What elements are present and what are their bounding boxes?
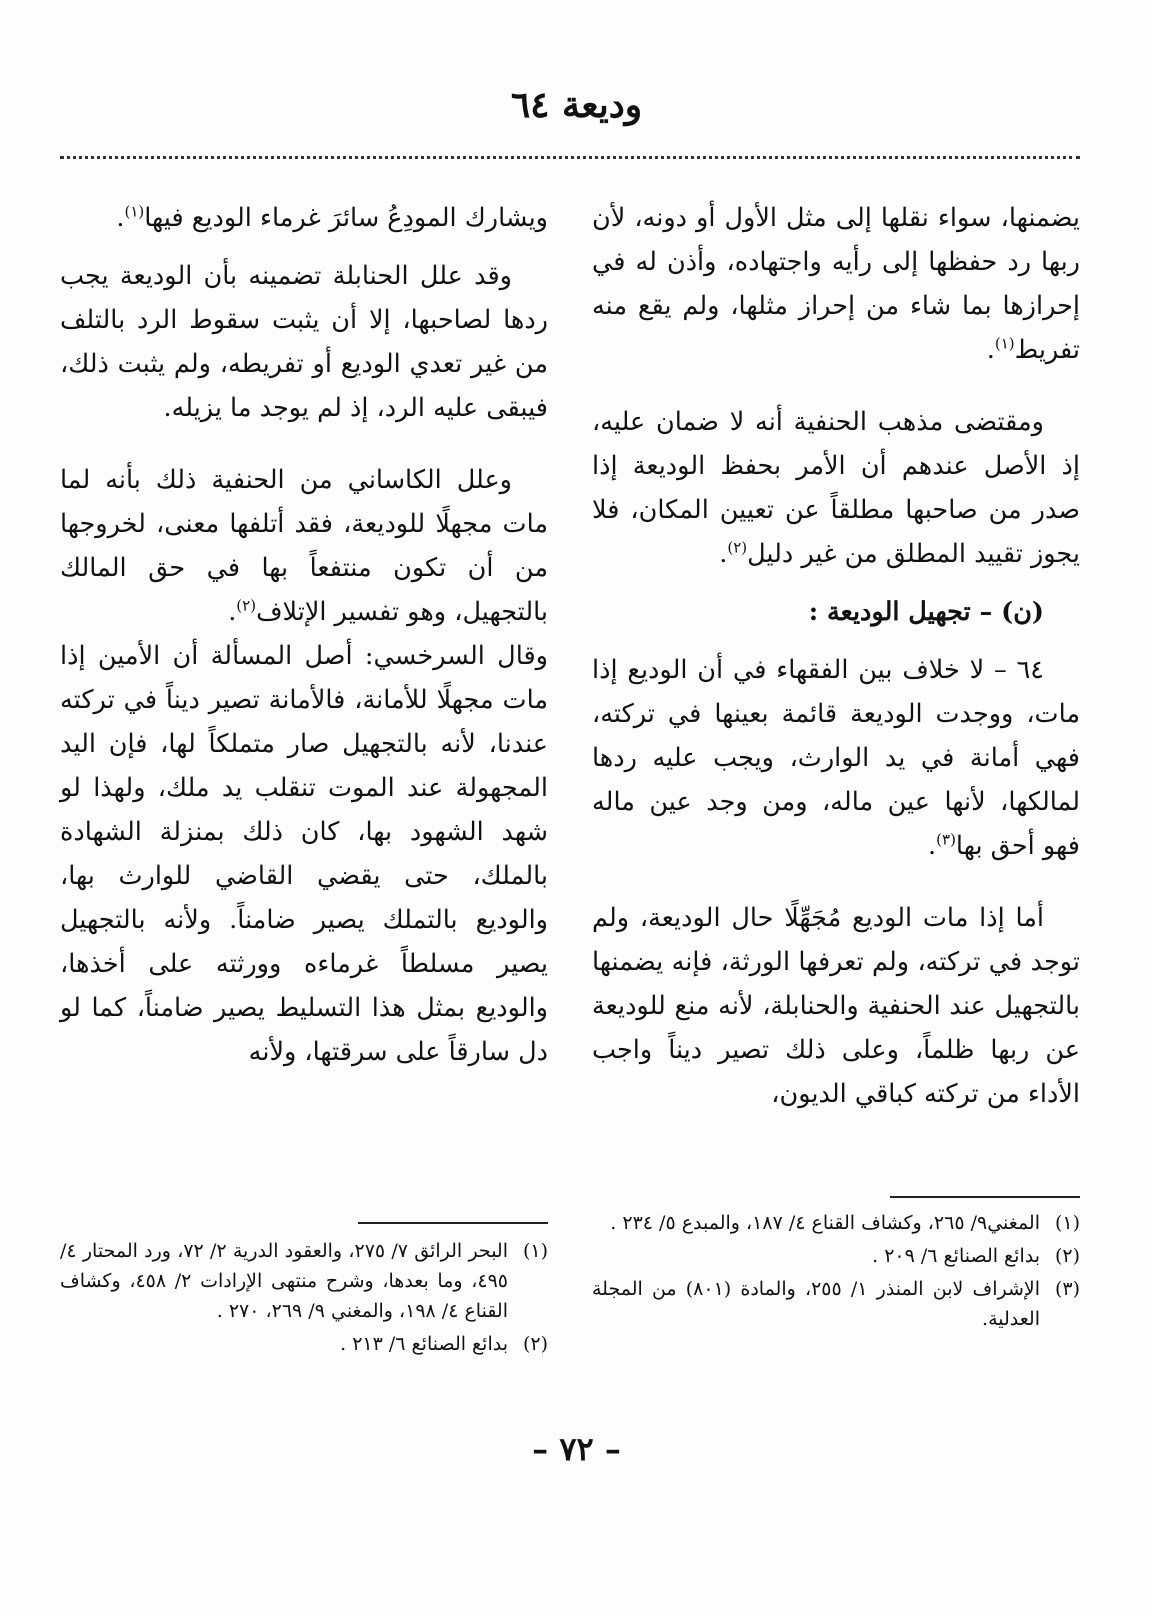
footnotes-left bbox=[60, 1236, 548, 1362]
footnote-ref: (١) bbox=[994, 334, 1015, 353]
page-header-title: وديعة ٦٤ bbox=[510, 84, 643, 126]
right-paragraph-2 bbox=[592, 400, 1080, 576]
footnote-text: الإشراف لابن المنذر ١/ ٢٥٥، والمادة (٨٠١) من المجلة العدلية. bbox=[592, 1278, 1040, 1330]
footnotes-right bbox=[592, 1208, 1080, 1337]
footnote-text: البحر الرائق ٧/ ٢٧٥، والعقود الدرية ٢/ ٧٢، ورد المحتار ٤/ ٤٩٥، وما بعدها، وشرح منتهى الإرادات ٢/ ٤٥٨، وكشاف القناع ٤/ ١٩٨، والمغني ٩/ ٢٦٩، ٢٧٠ . bbox=[60, 1240, 508, 1322]
left-paragraph-2: وقد علل الحنابلة تضمينه بأن الوديعة يجب ردها لصاحبها، إلا أن يثبت سقوط الرد بالتلف من غير تعدي الوديع أو تفريطه، ولم يثبت ذلك، فيبقى عليه الرد، إذ لم يوجد ما يزيله. bbox=[60, 261, 548, 423]
punctuation: . bbox=[928, 831, 937, 861]
footnote-text: بدائع الصنائع ٦/ ٢١٣ . bbox=[340, 1333, 508, 1355]
footnote-item bbox=[60, 1329, 548, 1359]
footnote-number: (٢) bbox=[522, 1333, 548, 1355]
footnote-number: (٣) bbox=[1054, 1278, 1080, 1300]
left-paragraph-1-text: ويشارك المودِعُ سائرَ غرماء الوديع فيها bbox=[144, 203, 548, 233]
right-paragraph-4: أما إذا مات الوديع مُجَهِّلًا حال الوديعة، ولم توجد في تركته، ولم تعرفها الورثة، فإنه يضمنها بالتجهيل عند الحنفية والحنابلة، لأنه منع للوديعة عن ربها ظلماً، وعلى ذلك تصير ديناً واجب الأداء من تركته كباقي الديون، bbox=[592, 903, 1080, 1109]
punctuation: . bbox=[986, 335, 995, 365]
punctuation: . bbox=[228, 597, 237, 627]
left-column bbox=[60, 196, 548, 1074]
left-paragraph-4: وقال السرخسي: أصل المسألة أن الأمين إذا مات مجهلًا للأمانة، فالأمانة تصير ديناً في تركته عندنا، لأنه بالتجهيل صار متملكاً لها، فإن اليد المجهولة عند الموت تنقلب يد ملك، ولهذا لو شهد الشهود بها، كان ذلك بمنزلة الشهادة بالملك، حتى يقضي القاضي للوارث بها، والوديع بالتملك يصير ضامناً. ولأنه بالتجهيل يصير مسلطاً غرماءه وورثته على أخذها، والوديع بمثل هذا التسليط يصير ضامناً، كما لو دل سارقاً على سرقتها، ولأنه bbox=[60, 641, 548, 1067]
footnote-item bbox=[592, 1208, 1080, 1238]
left-paragraph-1 bbox=[60, 196, 548, 240]
footnote-ref: (٣) bbox=[936, 830, 956, 849]
right-paragraph-3-text: ٦٤ – لا خلاف بين الفقهاء في أن الوديع إذا مات، ووجدت الوديعة قائمة بعينها في تركته، فهي أمانة في يد الوارث، ويجب عليه ردها لمالكها، لأنها عين ماله، ومن وجد عين ماله فهو أحق بها bbox=[592, 655, 1080, 861]
right-column bbox=[592, 196, 1080, 1116]
footnote-number: (٢) bbox=[1054, 1245, 1080, 1267]
right-paragraph-3 bbox=[592, 648, 1080, 868]
footnote-text: المغني٩/ ٢٦٥، وكشاف القناع ٤/ ١٨٧، والمبدع ٥/ ٢٣٤ . bbox=[610, 1212, 1040, 1234]
footnote-number: (١) bbox=[522, 1240, 548, 1262]
left-paragraph-3 bbox=[60, 458, 548, 634]
header-dotted-rule bbox=[60, 156, 1080, 159]
punctuation: . bbox=[116, 203, 125, 233]
footnote-ref: (٢) bbox=[727, 538, 748, 557]
footnote-item bbox=[60, 1236, 548, 1326]
right-paragraph-1-text: يضمنها، سواء نقلها إلى مثل الأول أو دونه، لأن ربها رد حفظها إلى رأيه واجتهاده، وأذن له في إحرازها بما شاء من إحراز مثلها، ولم يقع منه تفريط bbox=[592, 203, 1080, 365]
right-paragraph-1 bbox=[592, 196, 1080, 372]
footnote-number: (١) bbox=[1054, 1212, 1080, 1234]
footnote-ref: (٢) bbox=[236, 596, 257, 615]
left-paragraph-3-text: وعلل الكاساني من الحنفية ذلك بأنه لما مات مجهلًا للوديعة، فقد أتلفها معنى، لخروجها من أن تكون منتفعاً بها في حق المالك بالتجهيل، وهو تفسير الإتلاف bbox=[60, 465, 548, 627]
footnote-rule-right bbox=[890, 1196, 1080, 1198]
punctuation: . bbox=[719, 539, 728, 569]
footnote-ref: (١) bbox=[124, 202, 145, 221]
footnote-item bbox=[592, 1241, 1080, 1271]
footnote-text: بدائع الصنائع ٦/ ٢٠٩ . bbox=[872, 1245, 1040, 1267]
right-paragraph-2-text: ومقتضى مذهب الحنفية أنه لا ضمان عليه، إذ الأصل عندهم أن الأمر بحفظ الوديعة إذا صدر من صاحبها مطلقاً عن تعيين المكان، فلا يجوز تقييد المطلق من غير دليل bbox=[592, 407, 1080, 569]
footnote-rule-left bbox=[358, 1222, 548, 1224]
footnote-item bbox=[592, 1274, 1080, 1334]
section-heading: (ن) – تجهيل الوديعة : bbox=[808, 597, 1044, 627]
page-number: – ٧٢ – bbox=[532, 1430, 621, 1468]
